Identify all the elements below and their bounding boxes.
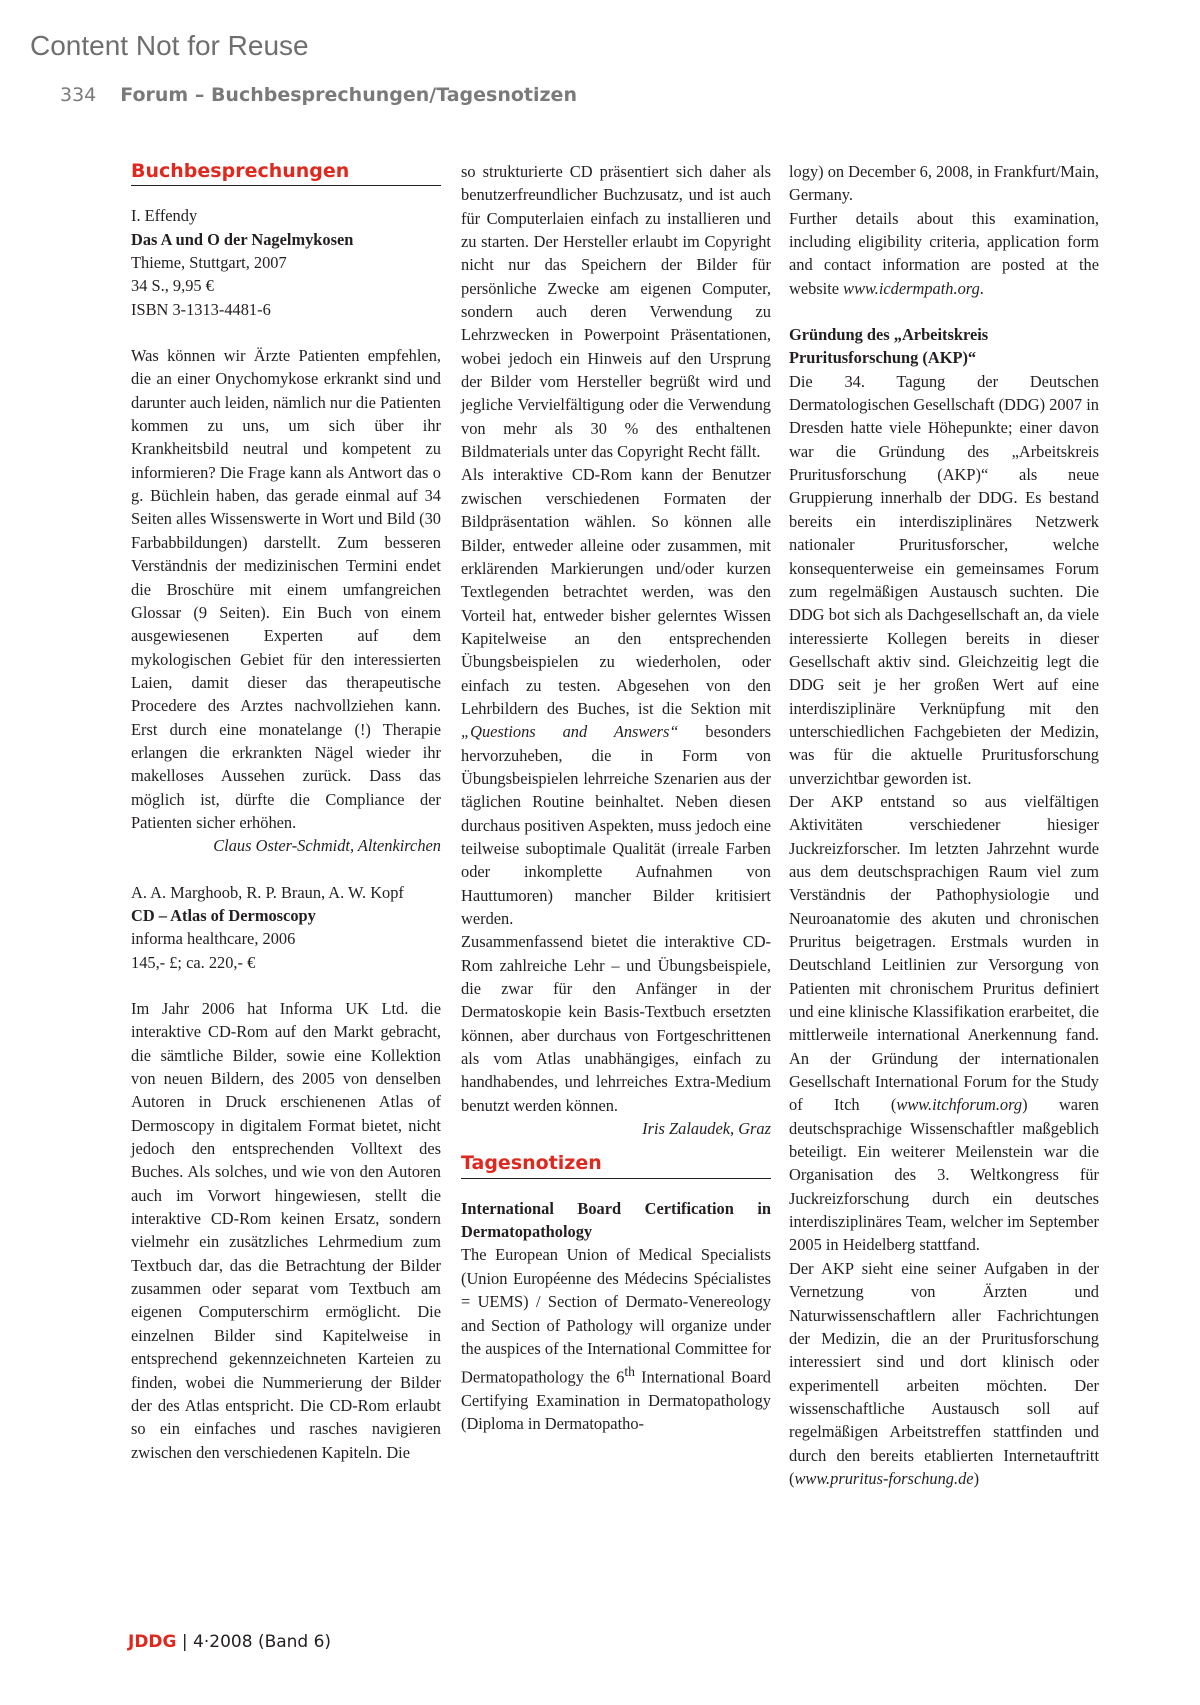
column-1 xyxy=(131,160,441,1464)
notice1-superscript: th xyxy=(624,1364,635,1380)
review2-title: CD – Atlas of Dermoscopy xyxy=(131,905,316,925)
review1-body: Was können wir Ärzte Patienten empfehlen, die an einer Onychomykose erkrankt sind und darunter auch leiden, nämlich nur die Patienten kommen zu uns, um sich über ihr Krankheitsbild neutral und kompetent zu informieren? Die Frage kann als Antwort das o g. Büchlein haben, das gerade einmal auf 34 Seiten alles Wissenswerte in Wort und Bild (30 Farbabbildungen) darstellt. Zum besseren Verständnis der medizinischen Termini endet die Broschüre mit einem umfangreichen Glossar (9 Seiten). Ein Buch von einem ausgewiesenen Experten auf dem mykologischen Gebiet für den interessierten Laien, damit dieser das therapeutische Procedere des Arztes nachvollziehen kann. Erst durch eine monatelange (!) Therapie erlangen die erkrankten Nägel wieder ihr makelloses Aussehen zurück. Dass das möglich ist, dürfte die Compliance der Patienten sicher erhöhen. xyxy=(131,346,441,832)
review1-details: 34 S., 9,95 € xyxy=(131,276,214,296)
review2-paragraph-2 xyxy=(461,463,771,930)
review1-author: I. Effendy xyxy=(131,206,198,226)
review2-publisher: informa healthcare, 2006 xyxy=(131,929,296,949)
footer-journal: JDDG xyxy=(128,1632,177,1652)
notice2-p2-before: Der AKP entstand so aus vielfältigen Aktivitäten verschiedener hiesiger Juckreizforscher. Im letzten Jahrzehnt wurde aus dem deutschsprachigen Raum viel zum Verständnis der Pathophysiologie und Neuroanatomie des akuten und chronischen Pruritus beigetragen. Erstmals wurden in Deutschland Leitlinien zur Versorgung von Patienten mit chronischem Pruritus definiert und eine klinische Klassifikation erarbeitet, die mittlerweile international Anerkennung fand. An der Gründung der internationalen Gesellschaft International Forum for the Study of Itch ( xyxy=(789,791,1099,1115)
review2-paragraph-3: Zusammenfassend bietet die interaktive CD-Rom zahlreiche Lehr – und Übungsbeispiele, die zwar für den Anfänger in der Dermatoskopie kein Basis-Textbuch ersetzten können, aber durchaus von Fortgeschrittenen als vom Atlas unabhängiges, einfach zu handhabendes, und lehrreiches Extra-Medium benutzt werden können. xyxy=(461,932,771,1115)
notice1-url-link[interactable]: www.icdermpath.org xyxy=(843,278,980,298)
review2-p2-italic: „Questions and Answers“ xyxy=(461,722,679,742)
running-title: Forum – Buchbesprechungen/Tagesnotizen xyxy=(120,84,577,106)
review2-signature: Iris Zalaudek, Graz xyxy=(642,1119,771,1139)
notice1-details-end: . xyxy=(979,278,984,298)
notice1-title: International Board Certification in Dermatopathology xyxy=(461,1198,771,1242)
review2-body-continuation: so strukturierte CD präsentiert sich daher als benutzerfreundlicher Buchzusatz, und ist auch für Computerlaien einfach zu installieren und zu starten. Der Hersteller erlaubt im Copyright nicht nur das Speichern der Bilder für persönliche Zwecke am eigenen Computer, sondern auch deren Verwendung zu Lehrzwecken in Powerpoint Präsentationen, wobei jedoch ein Hinweis auf den Ursprung der Bilder vom Hersteller begrüßt wird und jegliche Vervielfältigung oder die Verwendung von mehr als 30 % des enthaltenen Bildmaterials unter das Copyright Recht fällt. xyxy=(461,162,771,462)
notice1-details-text: Further details about this examination, including eligibility criteria, application form and contact information are posted at the website xyxy=(789,208,1099,298)
review2-p2-before: Als interaktive CD-Rom kann der Benutzer zwischen verschiedenen Formaten der Bildpräsentation wählen. So können alle Bilder, entweder alleine oder zusammen, mit erklärenden Markierungen und/oder kurzen Textlegenden betrachtet werden, was den Vorteil hat, entweder bisher gelerntes Wissen Kapitelweise an den entsprechenden Übungsbeispielen zu wiederholen, oder einfach zu testen. Abgesehen von den Lehrbildern des Buches, ist die Sektion mit xyxy=(461,465,771,718)
review1-signature: Claus Oster-Schmidt, Altenkirchen xyxy=(213,836,441,856)
review2-body-part1: Im Jahr 2006 hat Informa UK Ltd. die interaktive CD-Rom auf den Markt gebracht, die sämtliche Bilder, sowie eine Kollektion von neuen Bildern, des 2005 von denselben Autoren in Druck erschienenen Atlas of Dermoscopy in digitalem Format bietet, nicht jedoch den entsprechenden Volltext des Buches. Als solches, und wie von den Autoren auch im Vorwort hingewiesen, stellt die interaktive CD-Rom keinen Ersatz, sondern vielmehr ein zusätzliches Lehrmedium zum Textbuch dar, das die Betrachtung der Bilder zusammen oder separat vom Textbuch am eigenen Computerschirm ermöglicht. Die einzelnen Bilder sind Kapitelweise in entsprechend gekennzeichneten Karteien zu finden, wobei die Nummerierung der Bilder der des Atlas entspricht. Die CD-Rom erlaubt so ein einfaches und rasches navigieren zwischen den verschiedenen Kapiteln. Die xyxy=(131,999,441,1462)
footer-issue: | 4·2008 (Band 6) xyxy=(176,1632,332,1652)
footer xyxy=(128,1632,331,1652)
review1-publisher: Thieme, Stuttgart, 2007 xyxy=(131,253,287,273)
pruritus-url-link[interactable]: www.pruritus-forschung.de xyxy=(794,1468,974,1488)
notice1-details xyxy=(789,207,1099,300)
notice2-p2-after: ) waren deutschsprachige Wissenschaftler maßgeblich beteiligt. Ein weiterer Meilenstein war die Organisation des 3. Weltkongress für Juckreizforschung durch ein deutsches interdisziplinäres Team, welcher im September 2005 in Heidelberg stattfand. xyxy=(789,1095,1099,1255)
review2-p2-after: besonders hervorzuheben, die in Form von Übungsbeispielen lehrreiche Szenarien aus der täglichen Routine beinhaltet. Neben diesen durchaus positiven Aspekten, muss jedoch eine teilweise suboptimale Qualität (irreale Farben oder inkomplette Aufnahmen von Hauttumoren) mancher Bilder kritisiert werden. xyxy=(461,722,771,928)
notice2-p3-before: Der AKP sieht eine seiner Aufgaben in der Vernetzung von Ärzten und Naturwissenschaftlern aller Fachrichtungen der Medizin, die an der Pruritusforschung interessiert sind und dort klinisch oder experimentell arbeiten möchten. Der wissenschaftliche Austausch soll auf regelmäßigen Arbeitstreffen stattfinden und durch den bereits etablierten Internetauftritt ( xyxy=(789,1258,1099,1488)
notice1-body xyxy=(461,1243,771,1435)
review1-isbn: ISBN 3-1313-4481-6 xyxy=(131,299,271,319)
column-3 xyxy=(789,160,1099,1490)
page-number: 334 xyxy=(60,84,97,106)
notice2-paragraph-1: Die 34. Tagung der Deutschen Dermatologischen Gesellschaft (DDG) 2007 in Dresden hatte viele Höhepunkte; einer davon war die Gründung des „Arbeitskreis Pruritusforschung (AKP)“ als neue Gruppierung innerhalb der DDG. Es bestand bereits ein interdisziplinäres Netzwerk nationaler Pruritusforscher, welche konsequenterweise ein gemeinsames Forum zum regelmäßigen Austausch suchten. Die DDG bot sich als Dachgesellschaft an, da viele interessierte Kollegen bereits in dieser Gesellschaft aktiv sind. Gleichzeitig legt die DDG seit je her großen Wert auf eine interdisziplinäre Verknüpfung mit den unterschiedlichen Fachgebieten der Medizin, was für die aktuelle Pruritusforschung unverzichtbar geworden ist. xyxy=(789,371,1099,788)
column-2 xyxy=(461,160,771,1436)
watermark: Content Not for Reuse xyxy=(30,30,309,61)
notice2-paragraph-2 xyxy=(789,790,1099,1257)
notice2-title: Gründung des „Arbeitskreis Pruritusforschung (AKP)“ xyxy=(789,325,989,368)
section-heading-tagesnotizen: Tagesnotizen xyxy=(461,1152,771,1178)
notice2-paragraph-3 xyxy=(789,1257,1099,1490)
notice1-body-before: The European Union of Medical Specialists (Union Européenne des Médecins Spécialistes = UEMS) / Section of Dermato-Venereology and Section of Pathology will organize under the auspices of the International Committee for Dermatopathology the 6 xyxy=(461,1245,771,1387)
itchforum-url-link[interactable]: www.itchforum.org xyxy=(896,1095,1023,1115)
review1-book-title: Das A und O der Nagelmykosen xyxy=(131,229,354,249)
notice1-continuation: logy) on December 6, 2008, in Frankfurt/Main, Germany. xyxy=(789,162,1099,205)
review2-authors: A. A. Marghoob, R. P. Braun, A. W. Kopf xyxy=(131,882,404,902)
running-head xyxy=(60,84,577,106)
section-heading-buchbesprechungen: Buchbesprechungen xyxy=(131,160,441,186)
notice2-p3-after: ) xyxy=(973,1468,980,1488)
review2-price: 145,- £; ca. 220,- € xyxy=(131,952,256,972)
notice1-body-after: International Board Certifying Examination in Dermatopathology (Diploma in Dermatopatho- xyxy=(461,1367,771,1434)
